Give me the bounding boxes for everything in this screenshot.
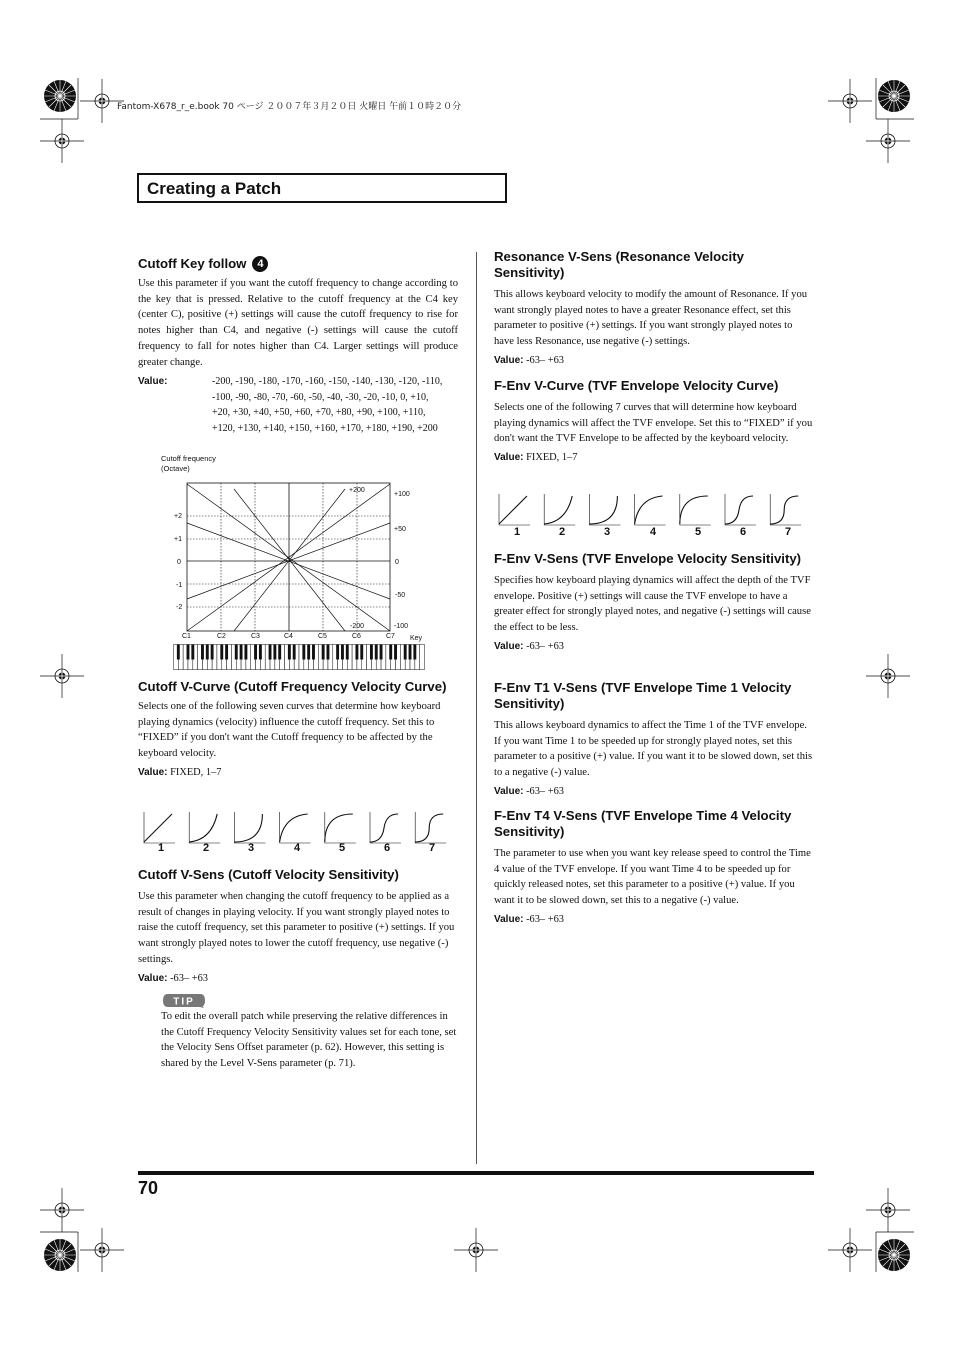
velocity-curve-1-icon [144,812,175,843]
graph-line-label: -50 [395,592,406,599]
graph-line-label: +50 [394,526,406,533]
black-key [302,645,305,660]
curve-labels-right [494,526,814,542]
cutoff-v-sens-title: Cutoff V-Sens (Cutoff Velocity Sensitivity) [138,867,399,882]
cutoff-v-curve-section [138,679,458,780]
graph-ytick: +2 [174,513,182,520]
cutoff-key-follow-title: Cutoff Key follow [138,256,247,271]
value-label: Value: [494,640,524,652]
curve-label: 6 [740,526,747,538]
black-key [346,645,349,660]
keyboard-illustration [173,644,425,670]
black-key [375,645,378,660]
value-label: Value: [494,354,524,366]
cutoff-v-sens-section [138,867,458,986]
resonance-v-sens-title: Resonance V-Sens (Resonance Velocity Sensitivity) [494,249,744,280]
fenv-v-curve-title: F-Env V-Curve (TVF Envelope Velocity Curve) [494,378,779,393]
black-key [336,645,339,660]
velocity-curve-3-icon [234,812,265,843]
cutoff-v-curve-title: Cutoff V-Curve (Cutoff Frequency Velocity Curve) [138,679,447,694]
section-title: Creating a Patch [147,179,282,198]
graph-xlabel: Key [410,635,423,642]
velocity-curve-4-icon [635,494,666,525]
fenv-t1-v-sens-body: This allows keyboard dynamics to affect the Time 1 of the TVF envelope. If you want Time 1 to be speeded up for strongly played notes, set this parameter to a positive (+) value. If you want it to be slowed down, set this to a negative (-) value. [494,720,813,779]
graph-ytick: +1 [174,536,182,543]
curve-label: 5 [339,842,346,854]
fenv-t4-v-sens-value: -63– +63 [526,913,564,925]
resonance-v-sens-value: -63– +63 [526,354,564,366]
black-key [269,645,272,660]
black-key [240,645,243,660]
value-label: Value: [494,452,524,464]
velocity-curve-5-icon [325,812,356,843]
graph-xtick: C6 [352,633,361,640]
black-key [235,645,238,660]
curve-labels-left [138,842,458,858]
black-key [220,645,223,660]
graph-ytick: -2 [176,604,183,611]
curve-label: 1 [514,526,521,538]
fenv-t4-v-sens-title: F-Env T4 V-Sens (TVF Envelope Time 4 Velocity Sensitivity) [494,808,792,839]
black-key [191,645,194,660]
tip-label: TIP [173,996,195,1008]
black-key [225,645,228,660]
curve-label: 3 [604,526,611,538]
fenv-v-curve-body: Selects one of the following 7 curves that will determine how keyboard playing dynamics will affect the TVF envelope. Set this to “FIXED” if you don't want the TVF Envelope to be affected by the keyboard velocity. [494,402,813,445]
fenv-t4-v-sens-body: The parameter to use when you want key release speed to control the Time 4 value of the TVF envelope. If you want Time 4 to be speeded up for quickly released notes, set this parameter to a positive (+) value. If you want it to be slowed down, set this to a negative (-) value. [494,848,811,907]
black-key [394,645,397,660]
black-key [254,645,257,660]
tip-body: To edit the overall patch while preserving the relative differences in the Cutoff Frequency Velocity Sensitivity values set for each tone, set the Velocity Sens Offset parameter (p. 62). However, this setting is shared by the Level V-Sens parameter (p. 71). [161,1011,457,1070]
black-key [177,645,180,660]
fenv-v-sens-value: -63– +63 [526,640,564,652]
velocity-curve-set-left [142,810,462,846]
graph-xtick: C2 [217,633,226,640]
white-key [420,645,425,670]
section-title-box [137,173,507,203]
fenv-t1-v-sens-section [494,680,814,799]
graph-xtick: C1 [182,633,191,640]
velocity-curve-7-icon [770,494,801,525]
velocity-curve-6-icon [370,812,401,843]
curve-label: 3 [248,842,255,854]
curve-label: 4 [650,526,657,538]
velocity-curve-set-right [497,492,817,528]
curve-label: 7 [429,842,436,854]
graph-line-label: +200 [349,487,365,494]
cutoff-v-curve-body: Selects one of the following seven curves that determine how keyboard playing dynamics (velocity) influence the cutoff frequency. Set this to “FIXED” if you don't want the Cutoff frequency to be affected by the keyboard velocity. [138,701,441,760]
black-key [187,645,190,660]
fenv-t4-v-sens-section [494,808,814,927]
footer-rule [138,1171,814,1175]
velocity-curve-2-icon [544,494,575,525]
black-key [307,645,310,660]
tip-icon [162,993,206,1008]
black-key [259,645,262,660]
graph-xtick: C3 [251,633,260,640]
black-key [244,645,247,660]
ref-number-badge: 4 [252,256,268,272]
velocity-curve-3-icon [589,494,620,525]
velocity-curve-1-icon [499,494,530,525]
graph-ytick: -1 [176,582,183,589]
cutoff-v-sens-body: Use this parameter when changing the cutoff frequency to be applied as a result of changes in playing velocity. If you want strongly played notes to raise the cutoff frequency, set this parameter to positive (+) settings. If you want strongly played notes to lower the cutoff frequency, use negative (-) settings. [138,891,455,965]
black-key [360,645,363,660]
value-label: Value: [138,972,168,984]
resonance-v-sens-body: This allows keyboard velocity to modify the amount of Resonance. If you want strongly played notes to have a greater Resonance effect, set this parameter to positive (+) settings. If you want strongly played notes to have less Resonance, use negative (-) settings. [494,289,808,348]
curve-label: 4 [294,842,301,854]
velocity-curve-5-icon [680,494,711,525]
curve-label: 2 [203,842,210,854]
fenv-v-sens-body: Specifies how keyboard playing dynamics will affect the depth of the TVF envelope. Positive (+) settings will cause the TVF envelope to have a greater effect for strongly played notes, and negative (-) settings will cause the effect to be less. [494,575,811,634]
value-label: Value: [494,913,524,925]
black-key [327,645,330,660]
fenv-v-curve-value: FIXED, 1–7 [526,452,578,464]
graph-line-label: +100 [394,491,410,498]
graph-ylabel-2: (Octave) [161,464,190,473]
black-key [293,645,296,660]
cutoff-key-follow-section [138,256,458,370]
fenv-v-sens-section [494,551,814,654]
graph-xtick: C7 [386,633,395,640]
graph-line-label: 0 [395,559,399,566]
black-key [273,645,276,660]
black-key [409,645,412,660]
black-key [201,645,204,660]
fenv-t1-v-sens-title: F-Env T1 V-Sens (TVF Envelope Time 1 Velocity Sensitivity) [494,680,792,711]
black-key [413,645,416,660]
file-header: Fantom-X678_r_e.book 70 ページ ２００７年３月２０日 火曜日 午前１０時２０分 [117,102,462,112]
velocity-curve-7-icon [415,812,446,843]
curve-label: 6 [384,842,391,854]
curve-label: 7 [785,526,792,538]
velocity-curve-6-icon [725,494,756,525]
value-label: Value: [138,376,168,387]
value-label: Value: [494,785,524,797]
black-key [389,645,392,660]
resonance-v-sens-section [494,249,814,368]
velocity-curve-4-icon [280,812,311,843]
cutoff-v-sens-value: -63– +63 [170,972,208,984]
cutoff-v-curve-value: FIXED, 1–7 [170,766,222,778]
curve-label: 2 [559,526,566,538]
black-key [278,645,281,660]
graph-ytick: 0 [177,559,181,566]
fenv-t1-v-sens-value: -63– +63 [526,785,564,797]
graph-xtick: C5 [318,633,327,640]
velocity-curve-2-icon [189,812,220,843]
black-key [211,645,214,660]
page-number: 70 [138,1178,159,1198]
black-key [322,645,325,660]
graph-line-label: -200 [350,623,365,630]
cutoff-key-follow-body: Use this parameter if you want the cutoff frequency to change according to the key that is pressed. Relative to the cutoff frequency at the C4 key (center C), positive (+) settings will cause the cutoff frequency to rise for notes higher than C4, and negative (-) settings will cause the cutoff frequency to fall for notes higher than C4. Larger settings will produce greater change. [138,278,458,368]
value-label: Value: [138,766,168,778]
fenv-v-sens-title: F-Env V-Sens (TVF Envelope Velocity Sensitivity) [494,551,802,566]
black-key [404,645,407,660]
column-divider [476,252,477,1164]
black-key [370,645,373,660]
graph-xtick: C4 [284,633,293,640]
black-key [341,645,344,660]
fenv-v-curve-section [494,378,814,465]
black-key [312,645,315,660]
curve-label: 5 [695,526,702,538]
graph-ylabel-1: Cutoff frequency [161,454,216,463]
graph-line-label: -100 [394,623,409,630]
curve-label: 1 [158,842,165,854]
black-key [206,645,209,660]
key-follow-values: -200, -190, -180, -170, -160, -150, -140, -130, -120, -110, -100, -90, -80, -70, -60, -50, -40, -30, -20, -10, 0, +10, +20, +30, +40, +50, +60, +70, +80, +90, +100, +110, +120, +130, +140, +150, +160, +170, +180, +190, +200 [212,376,443,434]
black-key [380,645,383,660]
black-key [355,645,358,660]
key-follow-graph [150,448,440,673]
black-key [288,645,291,660]
